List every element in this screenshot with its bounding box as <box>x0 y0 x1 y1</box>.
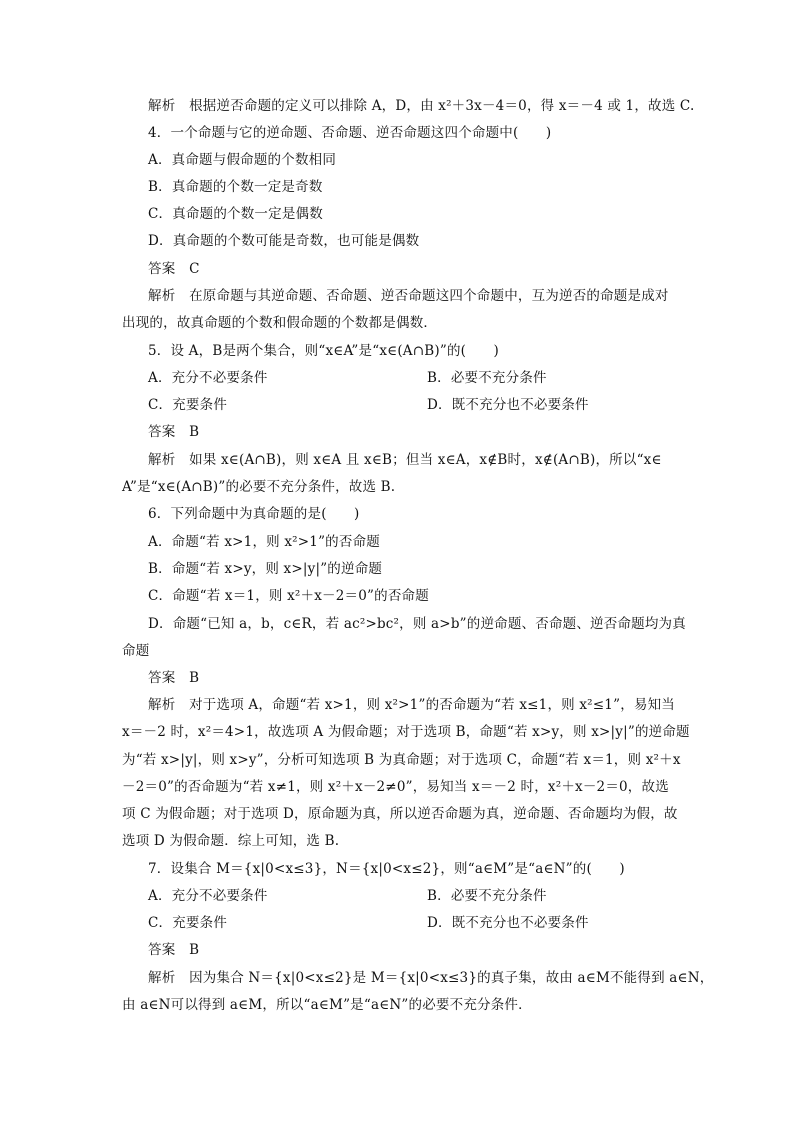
analysis-continued: 为“若 x>|y|，则 x>y”，分析可知选项 B 为真命题；对于选项 C，命题“若 x＝1，则 x²＋x <box>122 752 681 768</box>
option-d: D．真命题的个数可能是奇数，也可能是偶数 <box>148 233 420 249</box>
answer: 答案 B <box>148 670 200 686</box>
option-d: D．既不充分也不必要条件 <box>427 397 589 413</box>
analysis-continued: 出现的，故真命题的个数和假命题的个数都是偶数． <box>122 315 438 331</box>
option-b: B．必要不充分条件 <box>427 370 547 386</box>
answer: 答案 B <box>148 942 200 958</box>
option-d-continued: 命题 <box>122 643 150 659</box>
question-6: 6．下列命题中为真命题的是( ) <box>148 506 360 522</box>
option-c: C．真命题的个数一定是偶数 <box>148 206 323 222</box>
option-a: A．真命题与假命题的个数相同 <box>148 152 337 168</box>
option-b: B．命题“若 x>y，则 x>|y|”的逆命题 <box>148 561 383 577</box>
option-a: A．命题“若 x>1，则 x²>1”的否命题 <box>148 534 380 550</box>
option-a: A．充分不必要条件 <box>148 888 268 904</box>
analysis: 解析 因为集合 N＝{x|0<x≤2}是 M＝{x|0<x≤3}的真子集，故由 a∈M不能得到 a∈N， <box>148 970 714 986</box>
option-d: D．命题“已知 a，b，c∈R，若 ac²>bc²，则 a>b”的逆命题、否命题、逆否命题均为真 <box>148 616 686 632</box>
option-b: B．真命题的个数一定是奇数 <box>148 179 323 195</box>
option-c: C．命题“若 x＝1，则 x²＋x－2＝0”的否命题 <box>148 588 429 604</box>
analysis-continued: 由 a∈N可以得到 a∈M，所以“a∈M”是“a∈N”的必要不充分条件． <box>122 997 532 1013</box>
option-c: C．充要条件 <box>148 915 228 931</box>
analysis-continued: 选项 D 为假命题．综上可知，选 B. <box>122 833 340 849</box>
question-7: 7．设集合 M＝{x|0<x≤3}，N＝{x|0<x≤2}，则“a∈M”是“a∈N”的( ) <box>148 861 625 877</box>
analysis: 解析 如果 x∈(A∩B)，则 x∈A 且 x∈B；但当 x∈A，x∉B时，x∉(A∩B)，所以“x∈ <box>148 452 662 468</box>
analysis-continued: x＝－2 时，x²＝4>1，故选项 A 为假命题；对于选项 B，命题“若 x>y，则 x>|y|”的逆命题 <box>122 724 690 740</box>
option-c: C．充要条件 <box>148 397 228 413</box>
analysis-continued: 项 C 为假命题；对于选项 D，原命题为真，所以逆否命题为真，逆命题、否命题均为假，故 <box>122 806 678 822</box>
option-a: A．充分不必要条件 <box>148 370 268 386</box>
analysis-continued: A”是“x∈(A∩B)”的必要不充分条件，故选 B. <box>122 479 396 495</box>
answer: 答案 C <box>148 261 200 277</box>
question-4: 4．一个命题与它的逆命题、否命题、逆否命题这四个命题中( ) <box>148 125 552 141</box>
analysis: 解析 在原命题与其逆命题、否命题、逆否命题这四个命题中，互为逆否的命题是成对 <box>148 288 669 304</box>
analysis-continued: －2＝0”的否命题为“若 x≠1，则 x²＋x－2≠0”，易知当 x＝－2 时，x²＋x－2＝0，故选 <box>122 779 669 795</box>
text-line: 解析 根据逆否命题的定义可以排除 A，D，由 x²＋3x－4＝0，得 x＝－4 或 1，故选 C. <box>148 98 695 114</box>
option-d: D．既不充分也不必要条件 <box>427 915 589 931</box>
question-5: 5．设 A，B是两个集合，则“x∈A”是“x∈(A∩B)”的( ) <box>148 343 499 359</box>
analysis: 解析 对于选项 A，命题“若 x>1，则 x²>1”的否命题为“若 x≤1，则 x²≤1”，易知当 <box>148 697 675 713</box>
answer: 答案 B <box>148 424 200 440</box>
option-b: B．必要不充分条件 <box>427 888 547 904</box>
